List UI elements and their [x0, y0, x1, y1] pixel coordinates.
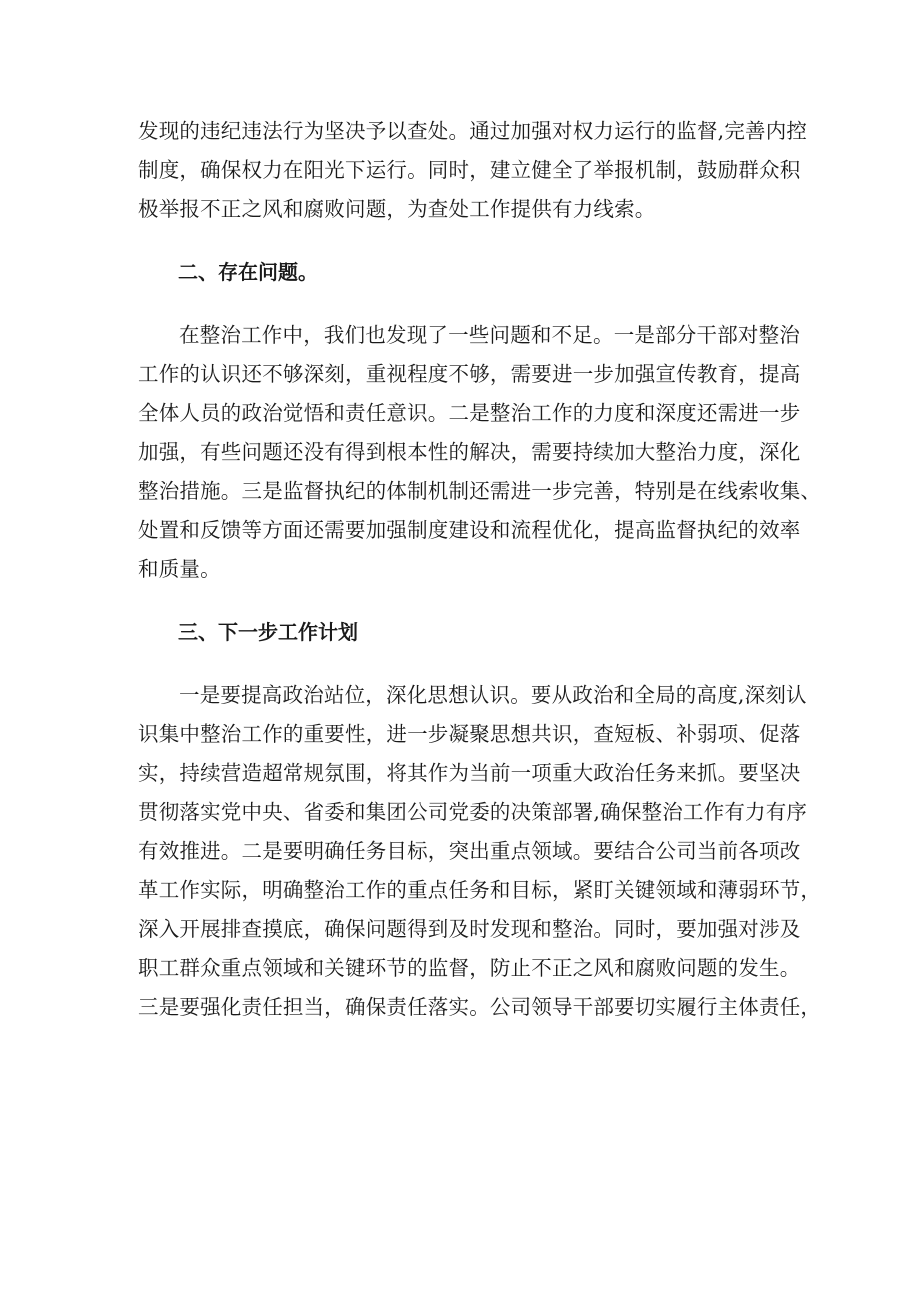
text-line: 深入开展排查摸底，确保问题得到及时发现和整治。同时，要加强对涉及: [138, 917, 801, 941]
text-line: 识集中整治工作的重要性，进一步凝聚思想共识，查短板、补弱项、促落: [138, 722, 801, 746]
text-line: 全体人员的政治觉悟和责任意识。二是整治工作的力度和深度还需进一步: [138, 401, 801, 425]
paragraph-next-steps: [138, 676, 822, 1027]
text-line: 发现的违纪违法行为坚决予以查处。通过加强对权力运行的监督,完善内控: [138, 119, 808, 143]
document-page: [138, 112, 822, 1027]
paragraph-problems: [138, 316, 822, 589]
section-heading-problems: 二、存在问题。: [178, 260, 318, 284]
text-line: 处置和反馈等方面还需要加强制度建设和流程优化，提高监督执纪的效率: [138, 518, 801, 542]
text-line: 整治措施。三是监督执纪的体制机制还需进一步完善，特别是在线索收集、: [138, 479, 822, 503]
text-line: 极举报不正之风和腐败问题，为查处工作提供有力线索。: [138, 197, 656, 221]
paragraph-1: [138, 112, 808, 229]
text-line: 贯彻落实党中央、省委和集团公司党委的决策部署,确保整治工作有力有序: [138, 800, 808, 824]
text-line: 实，持续营造超常规氛围，将其作为当前一项重大政治任务来抓。要坚决: [138, 761, 801, 785]
text-line: 工作的认识还不够深刻，重视程度不够，需要进一步加强宣传教育，提高: [138, 362, 801, 386]
text-line: 和质量。: [138, 557, 221, 581]
text-line: 加强，有些问题还没有得到根本性的解决，需要持续加大整治力度，深化: [138, 440, 801, 464]
text-line: 一是要提高政治站位，深化思想认识。要从政治和全局的高度,深刻认: [179, 683, 807, 707]
section-heading-next-steps: 三、下一步工作计划: [178, 620, 358, 644]
text-line: 制度，确保权力在阳光下运行。同时，建立健全了举报机制，鼓励群众积: [138, 158, 801, 182]
text-line: 在整治工作中，我们也发现了一些问题和不足。一是部分干部对整治: [179, 323, 800, 347]
text-line: 有效推进。二是要明确任务目标，突出重点领域。要结合公司当前各项改: [138, 839, 801, 863]
text-line: 革工作实际，明确整治工作的重点任务和目标，紧盯关键领域和薄弱环节，: [138, 878, 822, 902]
text-line: 三是要强化责任担当，确保责任落实。公司领导干部要切实履行主体责任，: [138, 995, 822, 1019]
text-line: 职工群众重点领域和关键环节的监督，防止不正之风和腐败问题的发生。: [138, 956, 801, 980]
